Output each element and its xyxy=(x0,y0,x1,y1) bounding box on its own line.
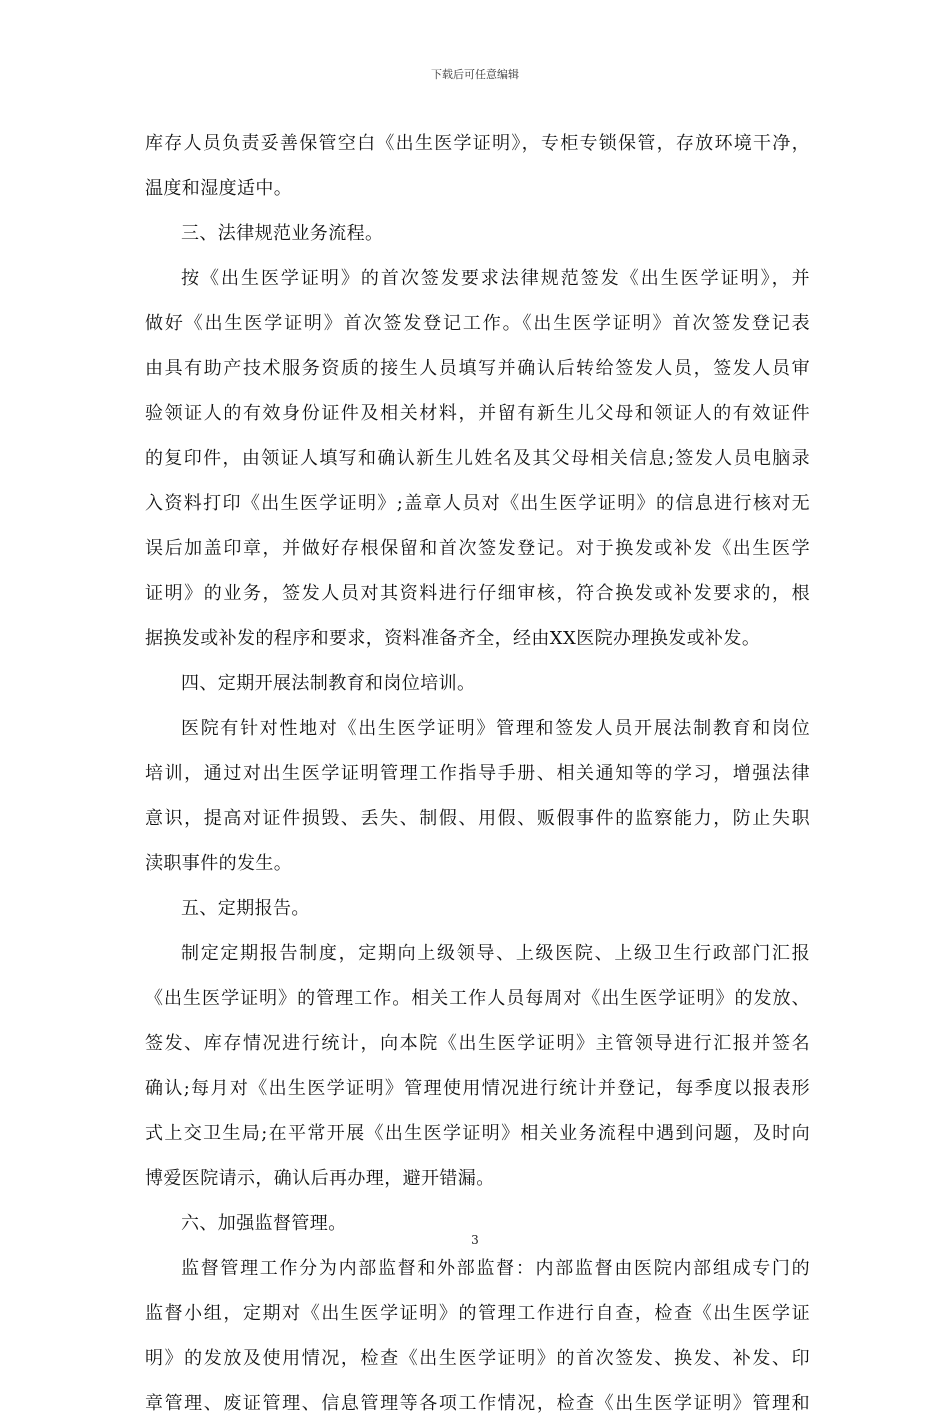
body-text-line: 入资料打印《出生医学证明》;盖章人员对《出生医学证明》的信息进行核对无 xyxy=(145,493,810,514)
body-text-line: 确认;每月对《出生医学证明》管理使用情况进行统计并登记，每季度以报表形 xyxy=(145,1078,810,1099)
body-text-line: 培训，通过对出生医学证明管理工作指导手册、相关通知等的学习，增强法律 xyxy=(145,763,810,784)
body-text-line: 《出生医学证明》的管理工作。相关工作人员每周对《出生医学证明》的发放、 xyxy=(145,988,810,1009)
body-text-line: 渎职事件的发生。 xyxy=(145,853,293,874)
body-text-line: 签发、库存情况进行统计，向本院《出生医学证明》主管领导进行汇报并签名 xyxy=(145,1033,810,1054)
body-text-line: 监督小组，定期对《出生医学证明》的管理工作进行自查，检查《出生医学证 xyxy=(145,1303,810,1324)
section-heading: 四、定期开展法制教育和岗位培训。 xyxy=(181,673,476,694)
body-text-line: 医院有针对性地对《出生医学证明》管理和签发人员开展法制教育和岗位 xyxy=(181,718,810,739)
body-text-line: 做好《出生医学证明》首次签发登记工作。《出生医学证明》首次签发登记表 xyxy=(145,313,810,334)
body-text-line: 证明》的业务，签发人员对其资料进行仔细审核，符合换发或补发要求的，根 xyxy=(145,583,810,604)
body-text-line: 库存人员负责妥善保管空白《出生医学证明》，专柜专锁保管，存放环境干净， xyxy=(145,133,810,154)
page-header: 下载后可任意编辑 xyxy=(431,68,519,81)
body-text-line: 意识，提高对证件损毁、丢失、制假、用假、贩假事件的监察能力，防止失职 xyxy=(145,808,810,829)
body-text-line: 的复印件，由领证人填写和确认新生儿姓名及其父母相关信息;签发人员电脑录 xyxy=(145,448,810,469)
body-text-line: 博爱医院请示，确认后再办理，避开错漏。 xyxy=(145,1168,495,1189)
body-text-line: 监督管理工作分为内部监督和外部监督：内部监督由医院内部组成专门的 xyxy=(181,1258,810,1279)
section-heading: 六、加强监督管理。 xyxy=(181,1213,347,1234)
section-heading: 五、定期报告。 xyxy=(181,898,310,919)
page-number: 3 xyxy=(471,1233,479,1247)
body-text-line: 章管理、废证管理、信息管理等各项工作情况，检查《出生医学证明》管理和 xyxy=(145,1393,810,1414)
body-text-line: 式上交卫生局;在平常开展《出生医学证明》相关业务流程中遇到问题，及时向 xyxy=(145,1123,810,1144)
body-text-line: 明》的发放及使用情况，检查《出生医学证明》的首次签发、换发、补发、印 xyxy=(145,1348,810,1369)
body-text-line: 温度和湿度适中。 xyxy=(145,178,293,199)
body-text-line: 按《出生医学证明》的首次签发要求法律规范签发《出生医学证明》，并 xyxy=(181,268,810,289)
document-body xyxy=(145,121,810,1426)
body-text-line: 制定定期报告制度，定期向上级领导、上级医院、上级卫生行政部门汇报 xyxy=(181,943,810,964)
body-text-line: 由具有助产技术服务资质的接生人员填写并确认后转给签发人员，签发人员审 xyxy=(145,358,810,379)
body-text-line: 验领证人的有效身份证件及相关材料，并留有新生儿父母和领证人的有效证件 xyxy=(145,403,810,424)
body-text-line: 据换发或补发的程序和要求，资料准备齐全，经由XX医院办理换发或补发。 xyxy=(145,628,761,649)
section-heading: 三、法律规范业务流程。 xyxy=(181,223,384,244)
body-text-line: 误后加盖印章，并做好存根保留和首次签发登记。对于换发或补发《出生医学 xyxy=(145,538,810,559)
